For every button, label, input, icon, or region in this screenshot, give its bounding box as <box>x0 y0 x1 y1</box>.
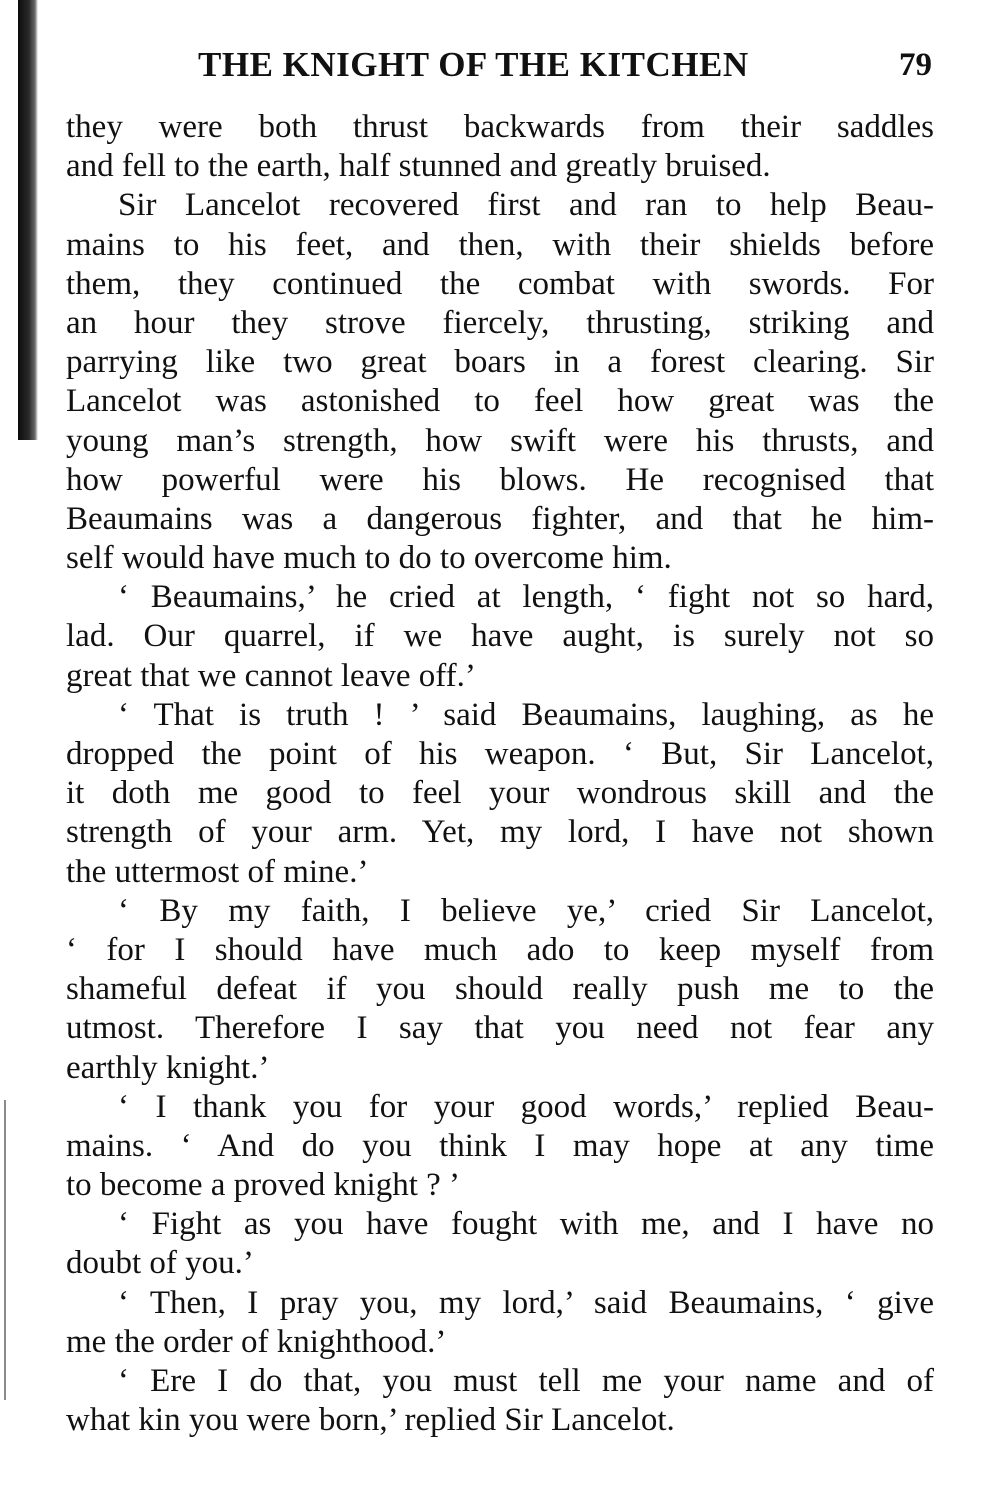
text-line: ‘ Beaumains,’ he cried at length, ‘ fight not so hard, <box>118 579 934 616</box>
text-line: self would have much to do to overcome him. <box>66 540 672 577</box>
text-line: ‘ Then, I pray you, my lord,’ said Beaumains, ‘ give <box>118 1284 934 1321</box>
text-line: ‘ I thank you for your good words,’ replied Beau- <box>118 1088 934 1125</box>
text-line: ‘ By my faith, I believe ye,’ cried Sir Lancelot, <box>118 892 934 929</box>
paragraph <box>66 1205 934 1283</box>
page-edge-mark <box>4 1100 6 1400</box>
text-line: and fell to the earth, half stunned and greatly bruised. <box>66 148 771 185</box>
page-number: 79 <box>899 47 932 83</box>
paragraph <box>66 1088 934 1206</box>
text-line: parrying like two great boars in a forest clearing. Sir <box>66 344 934 381</box>
paragraph <box>66 578 934 696</box>
paragraph <box>66 892 934 1088</box>
text-line: strength of your arm. Yet, my lord, I have not shown <box>66 814 934 851</box>
text-line: me the order of knighthood.’ <box>66 1323 447 1360</box>
text-line: ‘ for I should have much ado to keep myself from <box>66 931 934 968</box>
text-line: shameful defeat if you should really push me to the <box>66 971 934 1008</box>
text-line: Lancelot was astonished to feel how great was the <box>66 383 934 420</box>
text-line: dropped the point of his weapon. ‘ But, Sir Lancelot, <box>66 736 934 772</box>
text-line: an hour they strove fiercely, thrusting, striking and <box>66 304 934 341</box>
text-line: ‘ That is truth ! ’ said Beaumains, laughing, as he <box>118 696 934 733</box>
paragraph <box>66 1362 934 1440</box>
text-line: it doth me good to feel your wondrous skill and the <box>66 775 934 812</box>
text-line: they were both thrust backwards from their saddles <box>66 109 934 145</box>
body-text <box>66 108 934 1440</box>
text-line: the uttermost of mine.’ <box>66 853 369 890</box>
paragraph <box>66 1284 934 1362</box>
text-line: utmost. Therefore I say that you need not fear any <box>66 1010 934 1047</box>
paragraph <box>66 108 934 186</box>
text-line: lad. Our quarrel, if we have aught, is surely not so <box>66 618 934 655</box>
paragraph <box>66 696 934 892</box>
text-line: how powerful were his blows. He recognised that <box>66 461 934 498</box>
text-line: what kin you were born,’ replied Sir Lancelot. <box>66 1402 675 1439</box>
text-line: earthly knight.’ <box>66 1049 270 1086</box>
text-line: great that we cannot leave off.’ <box>66 657 476 694</box>
text-line: mains. ‘ And do you think I may hope at any time <box>66 1127 934 1164</box>
text-line: Beaumains was a dangerous fighter, and that he him- <box>66 500 934 537</box>
text-line: to become a proved knight ? ’ <box>66 1167 461 1204</box>
book-spine-shadow <box>18 0 38 440</box>
running-head <box>66 40 936 90</box>
paragraph <box>66 186 934 578</box>
running-title: THE KNIGHT OF THE KITCHEN <box>198 45 749 84</box>
text-line: ‘ Ere I do that, you must tell me your name and of <box>118 1363 934 1399</box>
text-line: ‘ Fight as you have fought with me, and I have no <box>118 1206 934 1243</box>
text-line: Sir Lancelot recovered first and ran to help Beau- <box>118 187 934 224</box>
text-line: doubt of you.’ <box>66 1245 254 1282</box>
text-line: mains to his feet, and then, with their shields before <box>66 226 934 263</box>
text-line: young man’s strength, how swift were his thrusts, and <box>66 422 934 459</box>
text-line: them, they continued the combat with swords. For <box>66 265 934 302</box>
